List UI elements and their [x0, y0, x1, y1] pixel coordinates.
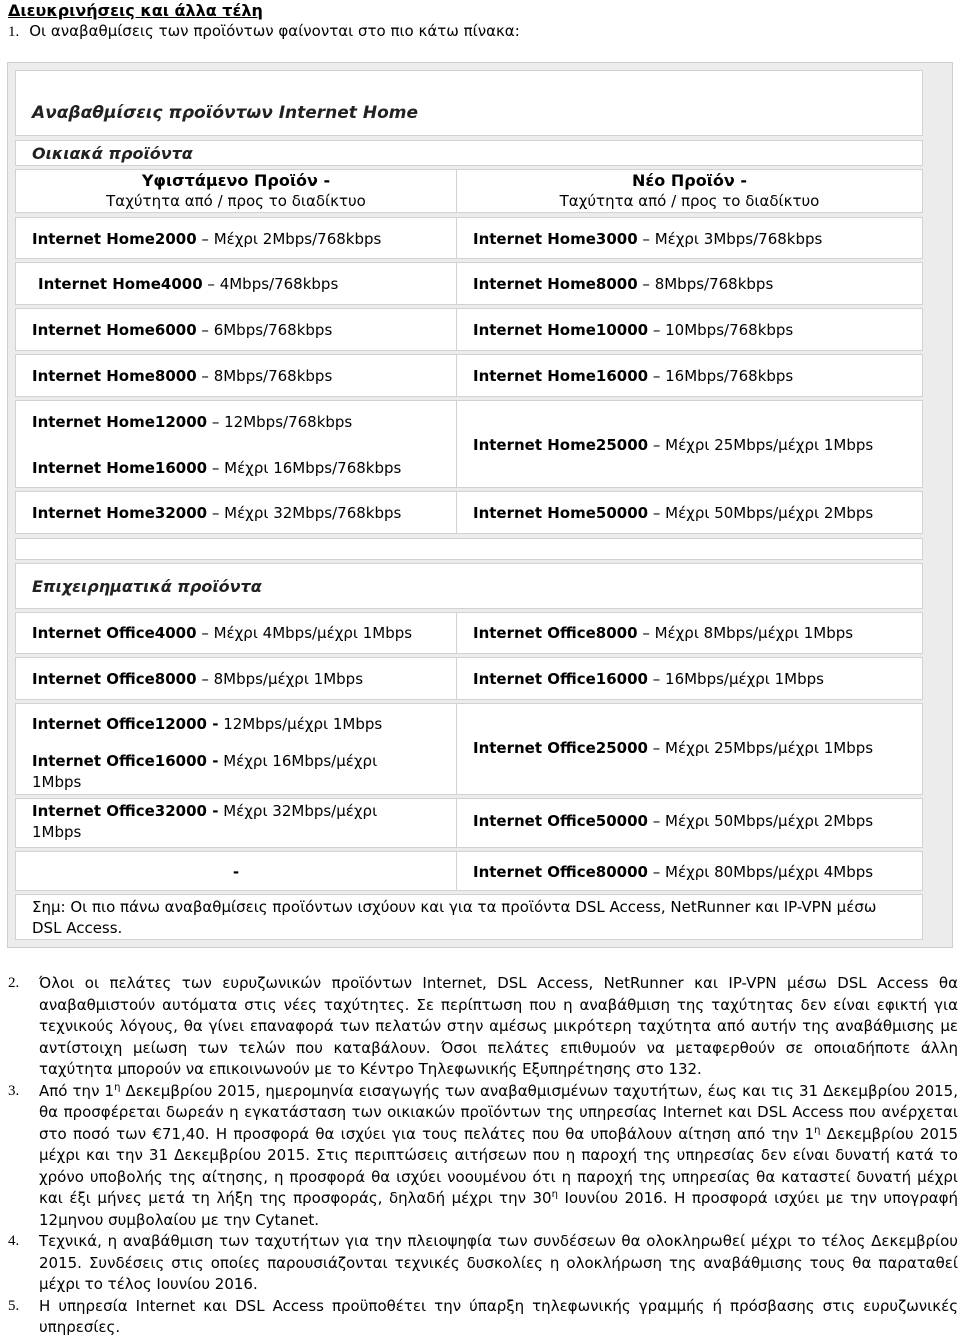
old-product-name: Internet Home2000 [32, 230, 197, 248]
col-header-new [456, 169, 923, 213]
new-product-name: Internet Office50000 [473, 812, 648, 830]
table-row [15, 308, 457, 351]
old-product-speed: – 12Mbps/768kbps [207, 413, 353, 431]
table-row [15, 703, 457, 795]
list-item [8, 1231, 958, 1296]
list-number: 2. [8, 975, 20, 991]
old-product-speed: Μέχρι 32Mbps/μέχρι [218, 802, 378, 820]
old-product-line [32, 751, 456, 772]
table-row [15, 400, 457, 488]
list-item [8, 973, 958, 1081]
ordinal-sup: η [551, 1189, 558, 1200]
new-product-speed: – 8Mbps/768kbps [637, 275, 774, 293]
intro-text: Οι αναβαθμίσεις των προϊόντων φαίνονται στο πιο κάτω πίνακα: [29, 22, 520, 40]
table-row [456, 491, 923, 534]
list-text: Ιουνίου 2016. Η προσφορά ισχύει με την υπογραφή 12μηνου συμβολαίου με την Cytanet. [39, 1189, 958, 1229]
ordinal-sup: η [114, 1081, 121, 1093]
table-row [15, 657, 457, 700]
list-number: 4. [8, 1233, 20, 1249]
intro-number: 1. [8, 24, 20, 40]
old-product-speed: – Μέχρι 32Mbps/768kbps [207, 504, 402, 522]
table-row [456, 262, 923, 305]
col-existing-line1: Υφιστάμενο Προϊόν - [141, 171, 331, 190]
new-product-name: Internet Home16000 [473, 367, 649, 385]
old-product-speed: 12Mbps/μέχρι 1Mbps [218, 715, 383, 733]
table-row [456, 308, 923, 351]
col-new-line1: Νέο Προϊόν - [631, 171, 748, 190]
table-row [456, 657, 923, 700]
list-text: Τεχνικά, η αναβάθμιση των ταχυτήτων για την πλειοψηφία των συνδέσεων θα ολοκληρωθεί μέχρι το τέλος Δεκεμβρίου 2015. Συνδέσεις στις οποίες παρουσιάζονται τεχνικές δυσκολίες η ολοκλήρωση της αναβάθμισης τους θα παραταθεί μέχρι το τέλος Ιουνίου 2016. [39, 1232, 958, 1293]
new-product-speed: – Μέχρι 25Mbps/μέχρι 1Mbps [648, 436, 874, 454]
list-text: Από την 1 [39, 1081, 115, 1100]
old-product-name: Internet Home12000 [32, 413, 208, 431]
col-existing-line2: Ταχύτητα από / προς το διαδίκτυο [106, 192, 366, 210]
table-title: Αναβαθμίσεις προϊόντων Internet Home [15, 70, 923, 136]
old-product-name: Internet Home32000 [32, 504, 208, 522]
old-product-name: Internet Home8000 [32, 367, 197, 385]
new-product-name: Internet Home3000 [473, 230, 638, 248]
table-row [15, 262, 457, 305]
new-product-name: Internet Home50000 [473, 504, 649, 522]
list-text: Δεκεμβρίου 2015, ημερομηνία εισαγωγής των αναβαθμισμένων ταχυτήτων, έως και τις 31 Δεκεμβρίου 2015, θα προσφέρεται δωρεάν η εγκατάσταση των οικιακών προϊόντων της υπηρεσίας Internet και DSL Access που ανέρχεται στο ποσό των €71,40. Η προσφορά θα ισχύει για τους πελάτες που θα υποβάλουν αίτηση από την 1 [39, 1081, 958, 1143]
table-row [456, 612, 923, 654]
new-product-name: Internet Home8000 [473, 275, 638, 293]
old-product-speed-cont: 1Mbps [32, 823, 82, 841]
new-product-name: Internet Office25000 [473, 739, 648, 757]
list-text: Δεκεμβρίου 2015 μέχρι και την 31 Δεκεμβρίου 2015. Στις περιπτώσεις αιτήσεων που η παροχή της υπηρεσίας δεν είναι δυνατή κατά το χρόνο υποβολής της αίτησης, η προσφορά θα ισχύει νοουμένου ότι η παροχή της υπηρεσίας θα καταστεί δυνατή μέχρι και έξι μήνες μετά τη λήξη της προσφοράς, δηλαδή μέχρι την 30 [39, 1124, 958, 1207]
old-product-speed: – 8Mbps/768kbps [196, 367, 333, 385]
old-product-name: Internet Office8000 [32, 670, 197, 688]
table-row [456, 354, 923, 397]
old-product-line [32, 801, 456, 822]
old-product-speed: Μέχρι 16Mbps/μέχρι [218, 752, 378, 770]
old-product-name: Internet Home6000 [32, 321, 197, 339]
list-text: Όλοι οι πελάτες των ευρυζωνικών προϊόντων Internet, DSL Access, NetRunner και IP-VPN μέσω DSL Access θα αναβαθμιστούν αυτόματα στις νέες ταχύτητες. Σε περίπτωση που η αναβάθμιση της ταχύτητας δεν είναι εφικτή για τεχνικούς λόγους, θα γίνει επαναφορά των πελατών στην αμέσως μικρότερη ταχύτητα από αυτήν της αναβάθμισης με αντίστοιχη μείωση των τελών που καταβάλουν. Όσοι πελάτες επιθυμούν να μεταφερθούν σε οποιαδήποτε άλλη ταχύτητα μπορούν να επικοινωνούν με το Κέντρο Τηλεφωνικής Εξυπηρέτησης στο 132. [39, 974, 958, 1078]
new-product-speed: – Μέχρι 80Mbps/μέχρι 4Mbps [647, 863, 874, 881]
spacer-row [15, 538, 923, 560]
table-row [456, 400, 923, 488]
list-number: 3. [8, 1082, 20, 1099]
table-row [456, 798, 923, 848]
col-new-line2: Ταχύτητα από / προς το διαδίκτυο [559, 192, 820, 210]
col-header-existing [15, 169, 457, 213]
new-product-speed: – 16Mbps/μέχρι 1Mbps [647, 670, 824, 688]
new-product-speed: – 10Mbps/768kbps [648, 321, 794, 339]
new-product-speed: – 16Mbps/768kbps [648, 367, 794, 385]
table-row [15, 851, 457, 891]
new-product-speed: – Μέχρι 25Mbps/μέχρι 1Mbps [647, 739, 874, 757]
table-row [15, 217, 457, 259]
new-product-speed: – Μέχρι 3Mbps/768kbps [637, 230, 823, 248]
old-product-name: Internet Office16000 - [32, 752, 219, 770]
table-note: Σημ: Οι πιο πάνω αναβαθμίσεις προϊόντων ισχύουν και για τα προϊόντα DSL Access, NetRunner και IP-VPN μέσω DSL Access. [15, 894, 923, 940]
new-product-speed: – Μέχρι 50Mbps/μέχρι 2Mbps [648, 504, 874, 522]
old-product-name: Internet Office32000 - [32, 802, 219, 820]
list-item [8, 1296, 958, 1339]
old-product-speed: – Μέχρι 4Mbps/μέχρι 1Mbps [196, 624, 413, 642]
business-section-title: Επιχειρηματικά προϊόντα [15, 563, 923, 609]
old-product-line [32, 458, 456, 479]
section-heading: Διευκρινήσεις και άλλα τέλη [8, 1, 263, 20]
old-product-speed: – Μέχρι 16Mbps/768kbps [207, 459, 402, 477]
old-product-line [32, 714, 456, 735]
table-row [456, 851, 923, 891]
notes-list [8, 973, 958, 1339]
list-text: Η υπηρεσία Internet και DSL Access προϋποθέτει την ύπαρξη τηλεφωνικής γραμμής ή πρόσβασης στις ευρυζωνικές υπηρεσίες. [39, 1296, 958, 1336]
old-product-speed: – 8Mbps/μέχρι 1Mbps [196, 670, 364, 688]
old-product-speed: – Μέχρι 2Mbps/768kbps [196, 230, 382, 248]
table-row [15, 354, 457, 397]
old-product-speed-cont: 1Mbps [32, 773, 82, 791]
old-product-name: Internet Office4000 [32, 624, 197, 642]
list-number: 5. [8, 1297, 20, 1314]
old-product-name: Internet Home16000 [32, 459, 208, 477]
table-row [15, 612, 457, 654]
list-item [8, 1081, 958, 1232]
table-row [15, 491, 457, 534]
old-product-speed: – 6Mbps/768kbps [196, 321, 333, 339]
old-product-name: Internet Office12000 - [32, 715, 219, 733]
new-product-name: Internet Home10000 [473, 321, 649, 339]
new-product-name: Internet Office16000 [473, 670, 648, 688]
new-product-speed: – Μέχρι 8Mbps/μέχρι 1Mbps [637, 624, 854, 642]
old-product-name: - [232, 863, 240, 881]
new-product-name: Internet Office8000 [473, 624, 638, 642]
old-product-line [32, 412, 456, 433]
new-product-speed: – Μέχρι 50Mbps/μέχρι 2Mbps [647, 812, 874, 830]
intro-item [8, 22, 520, 41]
old-product-name: Internet Home4000 [38, 275, 203, 293]
new-product-name: Internet Home25000 [473, 436, 649, 454]
table-row [456, 703, 923, 795]
table-row [456, 217, 923, 259]
table-row [15, 798, 457, 848]
home-section-title: Οικιακά προϊόντα [15, 140, 923, 166]
old-product-speed: – 4Mbps/768kbps [202, 275, 339, 293]
new-product-name: Internet Office80000 [473, 863, 648, 881]
ordinal-sup: η [814, 1124, 821, 1136]
upgrades-table [7, 62, 953, 948]
